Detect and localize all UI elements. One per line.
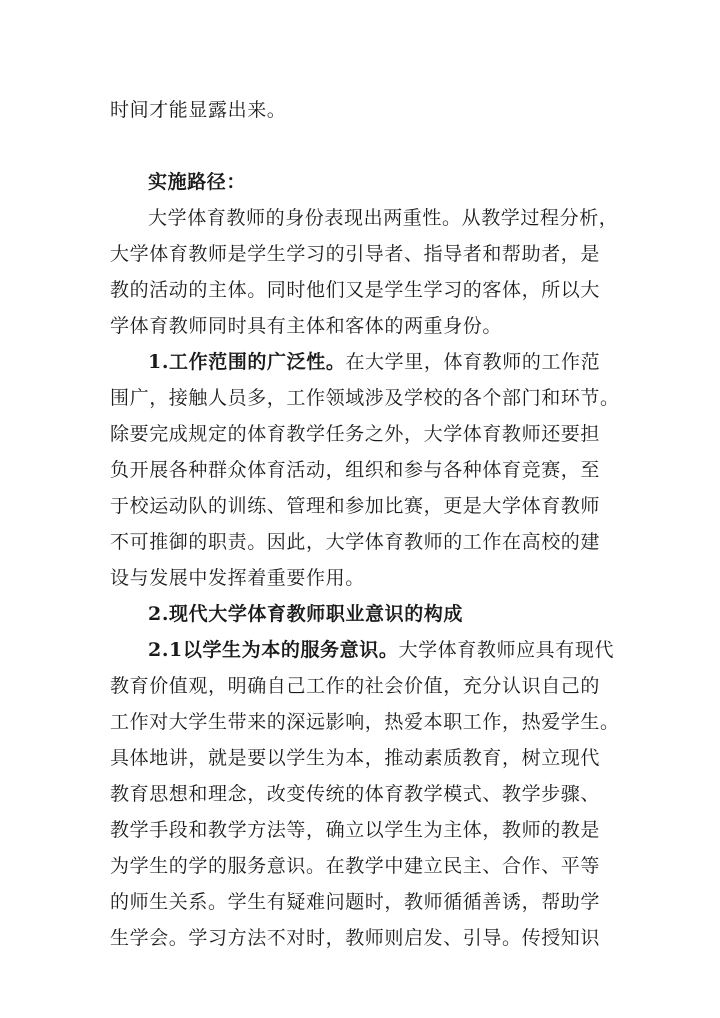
blank-line	[110, 128, 610, 164]
paragraph-line: 大学体育教师是学生学习的引导者、指导者和帮助者，是	[110, 243, 601, 265]
paragraph-line: 工作对大学生带来的深远影响，热爱本职工作，热爱学生。	[110, 711, 620, 733]
paragraph-line: 大学体育教师的身份表现出两重性。从教学过程分析，	[148, 207, 619, 229]
document-body	[110, 92, 620, 956]
paragraph-line: 设与发展中发挥着重要作用。	[110, 567, 365, 589]
section2-heading: 2.现代大学体育教师职业意识的构成	[148, 603, 464, 625]
intro-line: 时间才能显露出来。	[110, 99, 287, 121]
paragraph-line	[110, 344, 610, 380]
paragraph-line: 生学会。学习方法不对时，教师则启发、引导。传授知识	[110, 927, 601, 949]
point1-text: 在大学里，体育教师的工作范	[345, 351, 601, 373]
paragraph-work-scope	[110, 344, 620, 596]
paragraph-line: 教的活动的主体。同时他们又是学生学习的客体，所以大	[110, 279, 601, 301]
paragraph-line: 教育思想和理念，改变传统的体育教学模式、教学步骤、	[110, 783, 601, 805]
paragraph-line	[110, 632, 615, 668]
paragraph-identity	[110, 200, 619, 344]
paragraph-line: 的师生关系。学生有疑难问题时，教师循循善诱，帮助学	[110, 891, 601, 913]
paragraph-line: 围广，接触人员多，工作领域涉及学校的各个部门和环节。	[110, 387, 620, 409]
paragraph-line: 于校运动队的训练、管理和参加比赛，更是大学体育教师	[110, 495, 601, 517]
paragraph-line: 具体地讲，就是要以学生为本，推动素质教育，树立现代	[110, 747, 601, 769]
paragraph-line: 不可推御的职责。因此，大学体育教师的工作在高校的建	[110, 531, 601, 553]
paragraph-line: 为学生的学的服务意识。在教学中建立民主、合作、平等	[110, 855, 601, 877]
point21-text: 大学体育教师应具有现代	[398, 639, 615, 661]
point1-heading: 1.工作范围的广泛性。	[148, 351, 346, 373]
paragraph-service-awareness	[110, 632, 620, 956]
paragraph-line: 除要完成规定的体育教学任务之外，大学体育教师还要担	[110, 423, 601, 445]
paragraph-line: 学体育教师同时具有主体和客体的两重身份。	[110, 315, 503, 337]
point21-heading: 2.1以学生为本的服务意识。	[148, 639, 399, 661]
paragraph-line: 负开展各种群众体育活动，组织和参与各种体育竞赛，至	[110, 459, 601, 481]
path-heading: 实施路径：	[148, 171, 247, 193]
paragraph-line: 教学手段和教学方法等，确立以学生为主体，教师的教是	[110, 819, 601, 841]
paragraph-line: 教育价值观，明确自己工作的社会价值，充分认识自己的	[110, 675, 601, 697]
